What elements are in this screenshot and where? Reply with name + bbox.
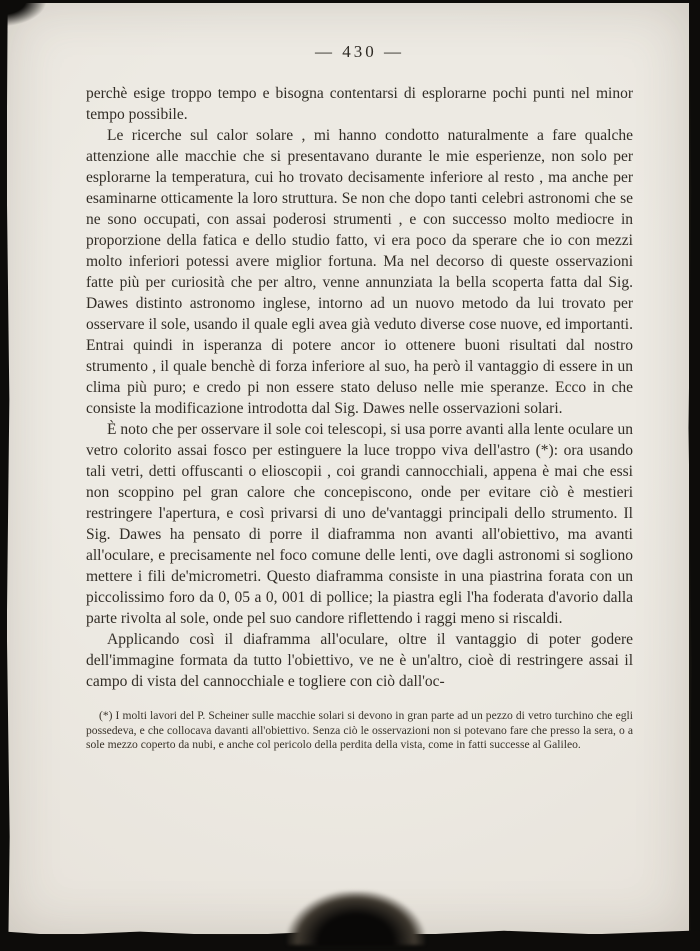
paper: [7, 2, 689, 934]
scan-corner-shadow: [0, 0, 46, 26]
page-number: — 430 —: [315, 42, 404, 61]
scan-artifact-blob: [287, 891, 425, 945]
footnote: (*) I molti lavori del P. Scheiner sulle macchie solari si devono in gran parte ad un pezzo di vetro turchino che egli possedeva, e che collocava davanti all'obiettivo. Senza ciò le osservazioni non si potevano fare che presso la sera, o a sole mezzo coperto da nubi, e anche col pericolo della perdita della vista, come in fatti successe al Galileo.: [86, 709, 633, 752]
paragraph-osservare-sole-telescopi: È noto che per osservare il sole coi telescopi, si usa porre avanti alla lente oculare un vetro colorito assai fosco per estinguere la luce troppo viva dell'astro (*): ora usando tali vetri, detti offuscanti o elioscopii , coi grandi cannocchiali, appena è mai che essi non scoppino pel gran calore che concepiscono, onde per evitare ciò è mestieri restringere l'apertura, e così privarsi di uno de'vantaggi principali dello strumento. Il Sig. Dawes ha pensato di porre il diaframma non avanti all'obiettivo, ma avanti all'oculare, e precisamente nel foco comune delle lenti, ove dagli astronomi si sogliono mettere i fili de'micrometri. Questo diaframma consiste in una piastrina forata con un piccolissimo foro da 0, 05 a 0, 001 di pollice; la piastra egli l'ha foderata d'avorio dalla parte rivolta al sole, onde pel suo candore riflettendo i raggi meno si riscaldi.: [86, 421, 633, 627]
paragraph-ricerche-calor-solare: Le ricerche sul calor solare , mi hanno condotto naturalmente a fare qualche attenzione alle macchie che si presentavano durante le mie esperienze, non solo per esplorarne la temperatura, cui ho trovato decisamente inferiore al resto , ma anche per esaminarne otticamente la loro struttura. Se non che dopo tanti celebri astronomi che se ne sono occupati, con assai poderosi strumenti , e con successo molto mediocre in proporzione della fatica e dello studio fatto, vi era poco da sperare che io con mezzi molto inferiori potessi avere miglior fortuna. Ma nel decorso di queste osservazioni fatte più per curiosità che per altro, venne annunziata la bella scoperta fatta dal Sig. Dawes distinto astronomo inglese, intorno ad un nuovo metodo da lui trovato per osservare il sole, usando il quale egli avea già veduto diverse cose nuove, ed importanti. Entrai quindi in isperanza di potere ancor io ottenere buoni risultati dal nostro strumento , il quale benchè di forza inferiore al suo, ha però il vantaggio di essere in un clima più puro; e credo pi non essere stato deluso nelle mie speranze. Ecco in che consiste la modificazione introdotta dal Sig. Dawes nelle osservazioni solari.: [86, 127, 633, 417]
body-text: [86, 83, 633, 692]
page-content: [86, 42, 633, 753]
scan-edge-top: [0, 0, 700, 3]
paragraph-applicando-diaframma: Applicando così il diaframma all'oculare, oltre il vantaggio di poter godere dell'immagine formata da tutto l'obiettivo, ve ne è un'altro, cioè di restringere assai il campo di vista del cannocchiale e togliere con ciò dall'oc-: [86, 631, 633, 690]
paragraph-continuation: perchè esige troppo tempo e bisogna contentarsi di esplorarne pochi punti nel minor tempo possibile.: [86, 85, 633, 123]
